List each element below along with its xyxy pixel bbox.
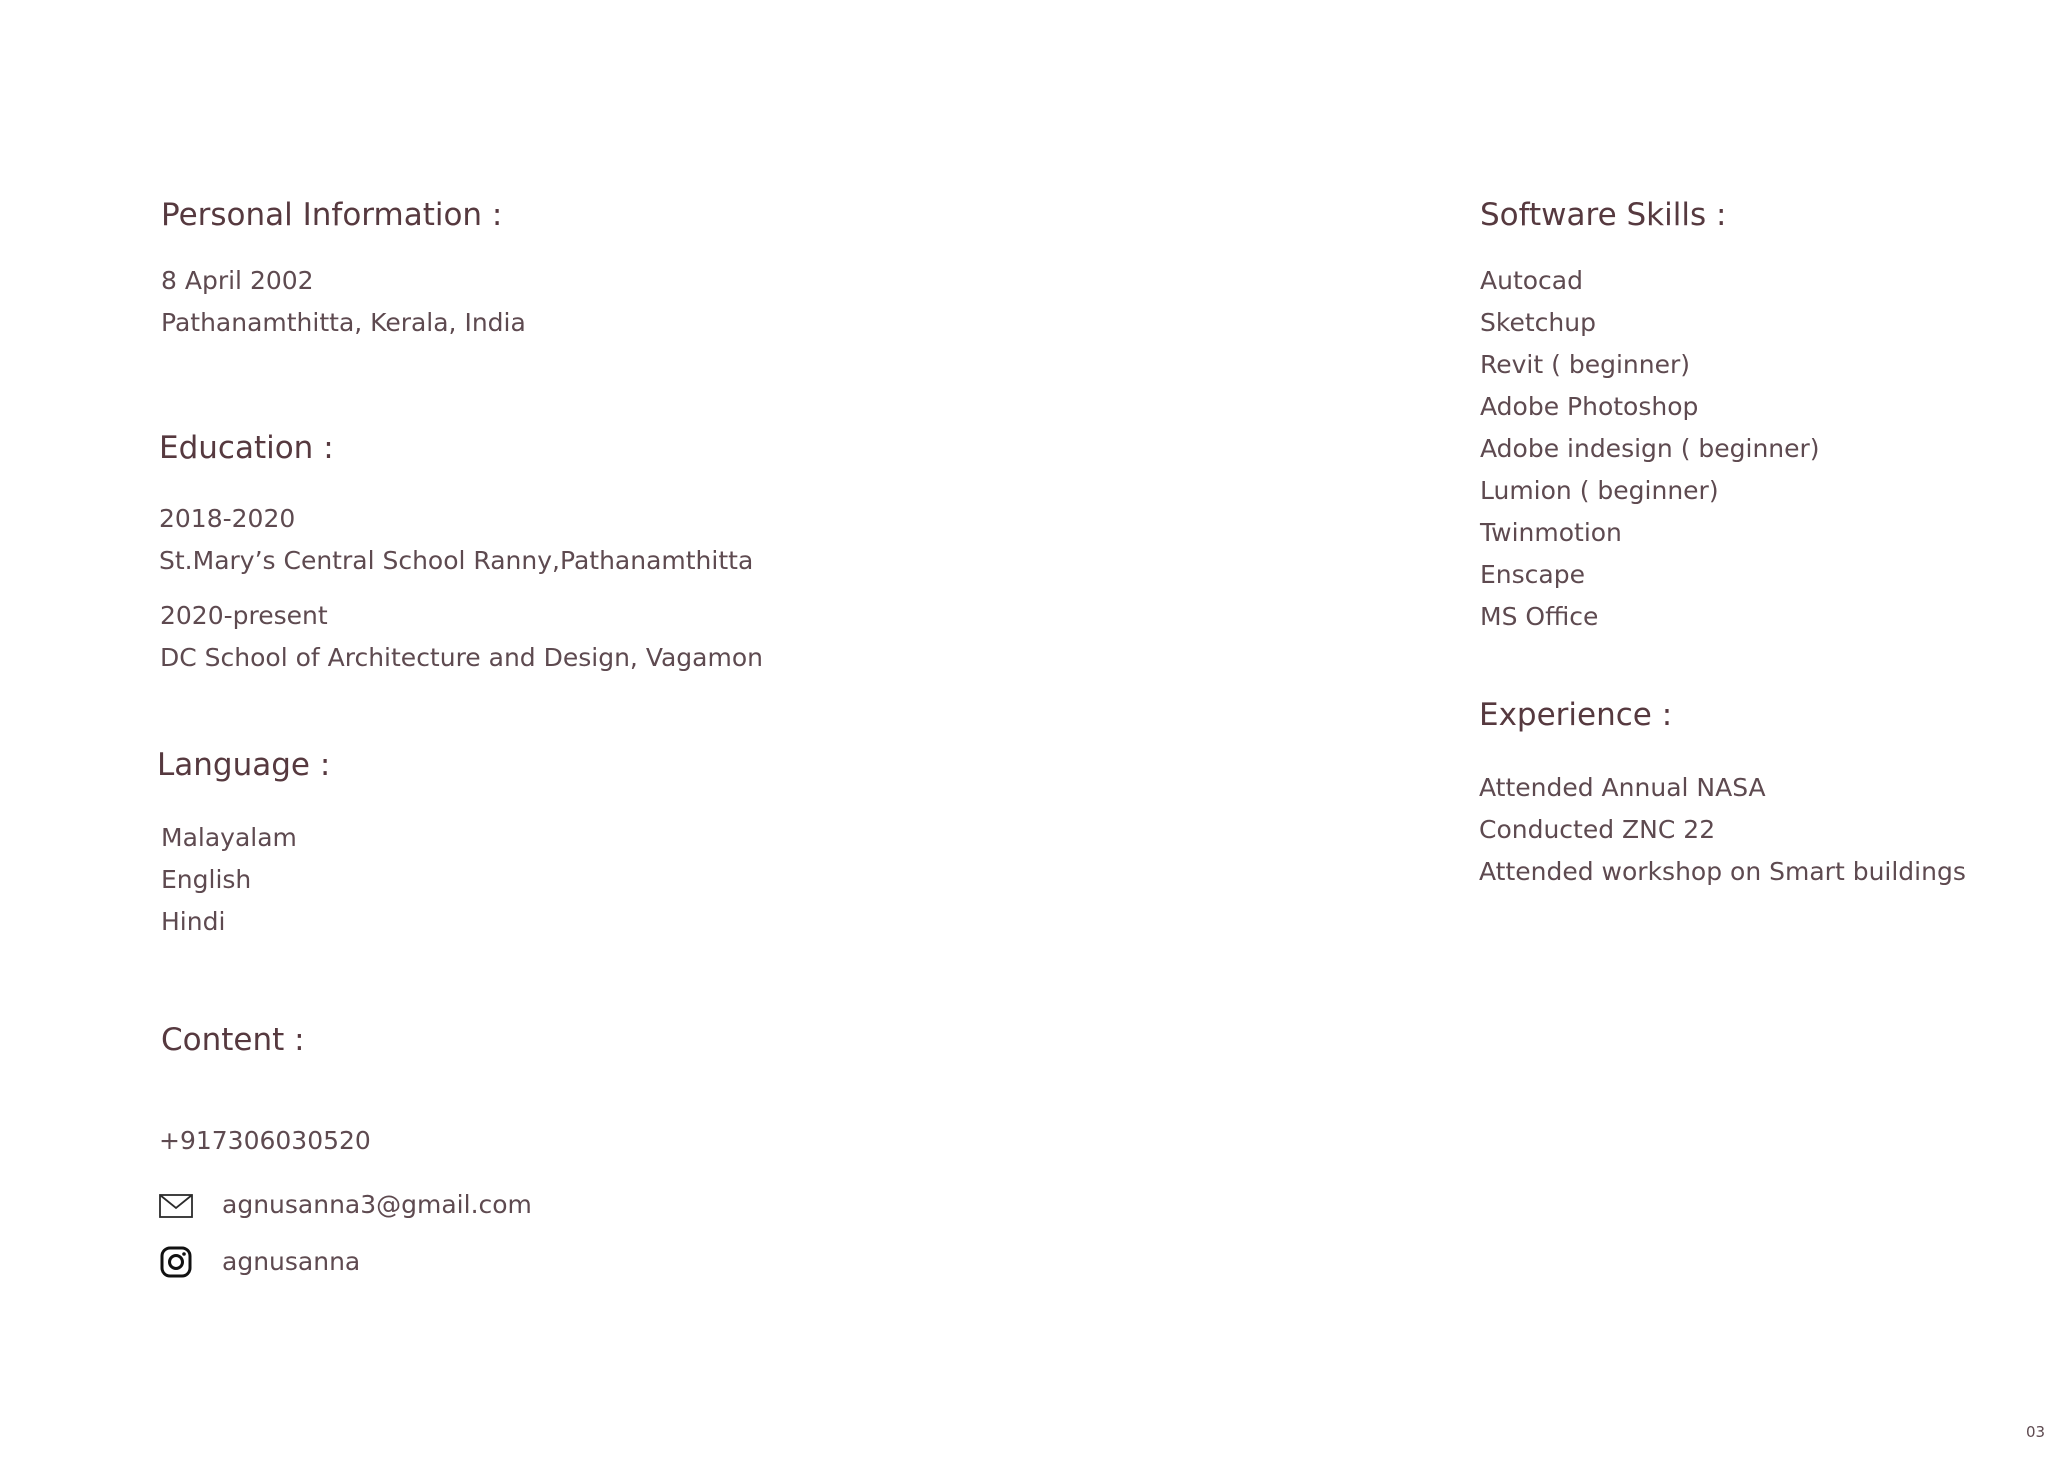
language-item: Malayalam bbox=[161, 823, 297, 852]
software-item: MS Office bbox=[1480, 602, 1599, 631]
software-item: Lumion ( beginner) bbox=[1480, 476, 1719, 505]
software-item: Sketchup bbox=[1480, 308, 1596, 337]
location: Pathanamthitta, Kerala, India bbox=[161, 308, 526, 337]
content-heading: Content : bbox=[161, 1022, 305, 1058]
education-heading: Education : bbox=[159, 430, 334, 466]
software-item: Adobe Photoshop bbox=[1480, 392, 1699, 421]
experience-item: Attended workshop on Smart buildings bbox=[1479, 857, 1966, 886]
software-item: Twinmotion bbox=[1480, 518, 1622, 547]
language-heading: Language : bbox=[157, 747, 331, 783]
software-item: Autocad bbox=[1480, 266, 1583, 295]
software-item: Adobe indesign ( beginner) bbox=[1480, 434, 1820, 463]
language-item: Hindi bbox=[161, 907, 226, 936]
language-item: English bbox=[161, 865, 252, 894]
instagram-icon bbox=[160, 1246, 192, 1278]
education-school: DC School of Architecture and Design, Vagamon bbox=[160, 643, 763, 672]
email-address[interactable]: agnusanna3@gmail.com bbox=[222, 1190, 532, 1219]
experience-heading: Experience : bbox=[1479, 697, 1673, 733]
education-school: St.Mary’s Central School Ranny,Pathanamthitta bbox=[159, 546, 754, 575]
software-skills-heading: Software Skills : bbox=[1480, 197, 1727, 233]
personal-information-heading: Personal Information : bbox=[161, 197, 503, 233]
education-years: 2020-present bbox=[160, 601, 328, 630]
envelope-icon bbox=[159, 1194, 193, 1218]
software-item: Enscape bbox=[1480, 560, 1585, 589]
phone-number: +917306030520 bbox=[159, 1126, 371, 1155]
experience-item: Conducted ZNC 22 bbox=[1479, 815, 1716, 844]
education-years: 2018-2020 bbox=[159, 504, 296, 533]
page-number: 03 bbox=[2026, 1423, 2046, 1441]
instagram-handle[interactable]: agnusanna bbox=[222, 1247, 361, 1276]
birth-date: 8 April 2002 bbox=[161, 266, 314, 295]
software-item: Revit ( beginner) bbox=[1480, 350, 1690, 379]
experience-item: Attended Annual NASA bbox=[1479, 773, 1766, 802]
